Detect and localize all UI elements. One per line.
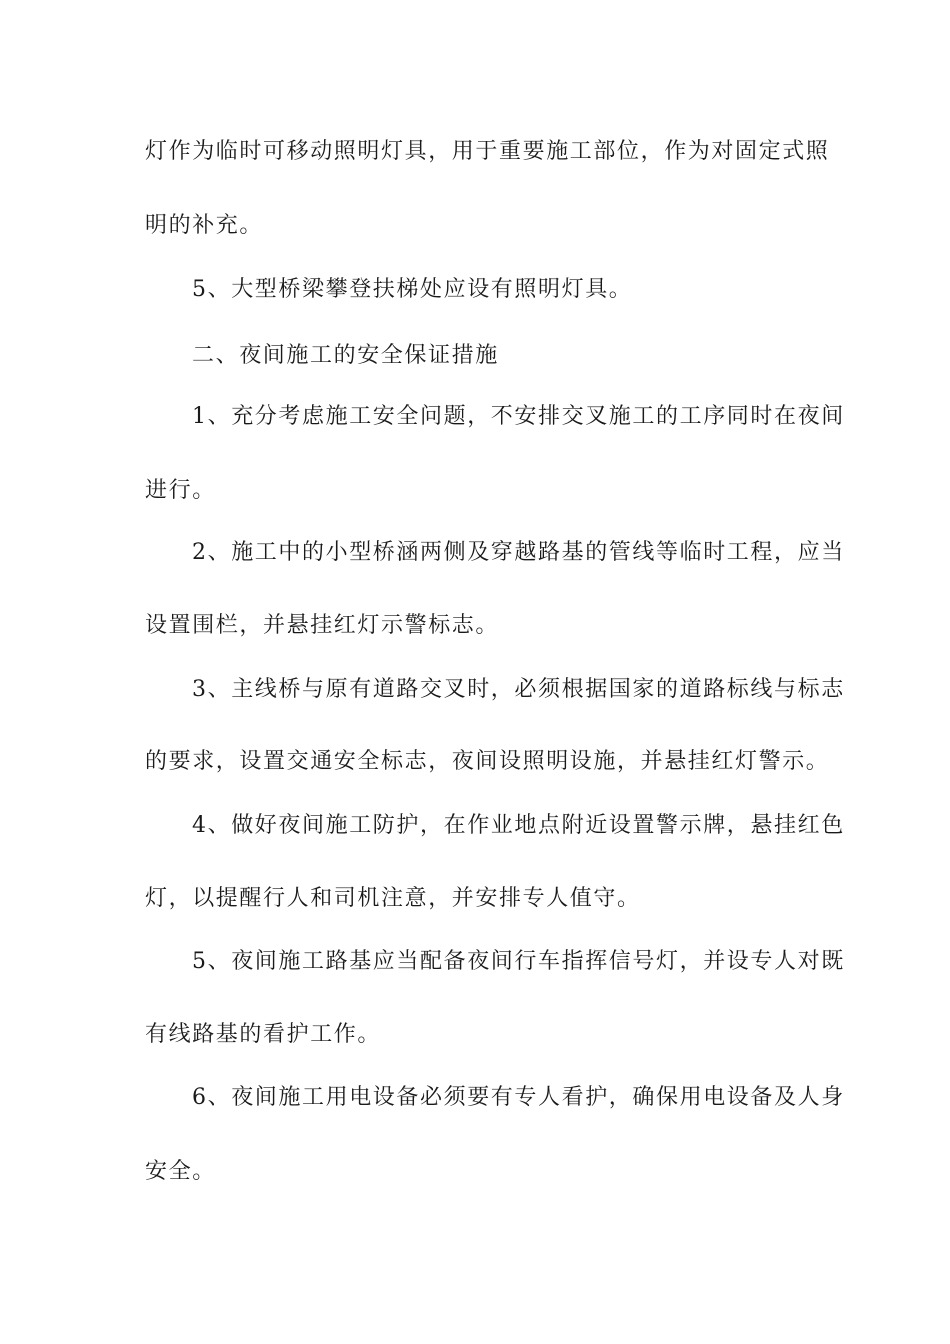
paragraph-line: 的要求，设置交通安全标志，夜间设照明设施，并悬挂红灯警示。 [145, 749, 830, 774]
paragraph-line: 5、夜间施工路基应当配备夜间行车指挥信号灯，并设专人对既 [192, 949, 845, 974]
paragraph-line: 6、夜间施工用电设备必须要有专人看护，确保用电设备及人身 [192, 1085, 845, 1110]
paragraph-line: 设置围栏，并悬挂红灯示警标志。 [145, 613, 500, 638]
paragraph-line: 5、大型桥梁攀登扶梯处应设有照明灯具。 [192, 277, 633, 302]
paragraph-line: 有线路基的看护工作。 [145, 1022, 382, 1047]
paragraph-line: 灯，以提醒行人和司机注意，并安排专人值守。 [145, 886, 641, 911]
paragraph-line: 灯作为临时可移动照明灯具，用于重要施工部位，作为对固定式照 [145, 139, 830, 164]
paragraph-line: 安全。 [145, 1159, 216, 1184]
paragraph-line: 3、主线桥与原有道路交叉时，必须根据国家的道路标线与标志 [192, 677, 845, 702]
paragraph-line: 2、施工中的小型桥涵两侧及穿越路基的管线等临时工程，应当 [192, 540, 845, 565]
paragraph-line: 进行。 [145, 478, 216, 503]
paragraph-line: 4、做好夜间施工防护，在作业地点附近设置警示牌，悬挂红色 [192, 813, 845, 838]
paragraph-line: 明的补充。 [145, 213, 264, 238]
section-heading: 二、夜间施工的安全保证措施 [192, 343, 499, 368]
paragraph-line: 1、充分考虑施工安全问题，不安排交叉施工的工序同时在夜间 [192, 404, 845, 429]
